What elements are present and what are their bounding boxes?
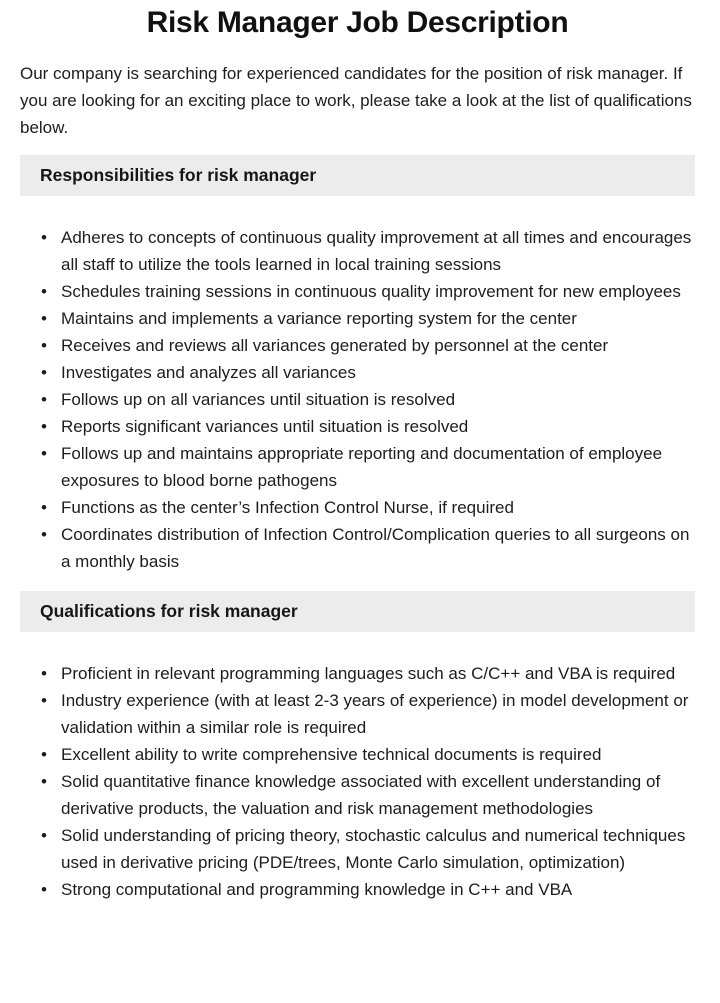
- bullet-icon: [41, 768, 47, 795]
- section-qualifications: [20, 591, 695, 919]
- section-heading-label: Responsibilities for risk manager: [40, 165, 317, 185]
- bullet-icon: [41, 876, 47, 903]
- responsibilities-list: [20, 196, 695, 591]
- list-item: [20, 822, 695, 876]
- list-item-text: Reports significant variances until situation is resolved: [61, 417, 469, 436]
- list-item: [20, 876, 695, 903]
- list-item: [20, 660, 695, 687]
- section-heading-qualifications: [20, 591, 695, 632]
- list-item-text: Solid quantitative finance knowledge associated with excellent understanding of derivative products, the valuation and risk management methodologies: [61, 772, 661, 818]
- list-item: [20, 359, 695, 386]
- list-item-text: Adheres to concepts of continuous quality improvement at all times and encourages all staff to utilize the tools learned in local training sessions: [61, 228, 692, 274]
- bullet-icon: [41, 278, 47, 305]
- list-item: [20, 494, 695, 521]
- section-heading-responsibilities: [20, 155, 695, 196]
- list-item-text: Functions as the center’s Infection Control Nurse, if required: [61, 498, 514, 517]
- bullet-icon: [41, 359, 47, 386]
- list-item: [20, 768, 695, 822]
- bullet-icon: [41, 413, 47, 440]
- list-item-text: Maintains and implements a variance reporting system for the center: [61, 309, 577, 328]
- list-item: [20, 278, 695, 305]
- bullet-icon: [41, 660, 47, 687]
- list-item-text: Follows up on all variances until situation is resolved: [61, 390, 456, 409]
- list-item-text: Strong computational and programming knowledge in C++ and VBA: [61, 880, 573, 899]
- bullet-icon: [41, 521, 47, 548]
- bullet-icon: [41, 440, 47, 467]
- intro-paragraph: Our company is searching for experienced candidates for the position of risk manager. If you are looking for an exciting place to work, please take a look at the list of qualifications below.: [20, 64, 692, 137]
- list-item-text: Solid understanding of pricing theory, stochastic calculus and numerical techniques used in derivative pricing (PDE/trees, Monte Carlo simulation, optimization): [61, 826, 686, 872]
- list-item: [20, 305, 695, 332]
- list-item-text: Receives and reviews all variances generated by personnel at the center: [61, 336, 609, 355]
- list-item: [20, 440, 695, 494]
- bullet-icon: [41, 687, 47, 714]
- bullet-icon: [41, 822, 47, 849]
- list-item-text: Coordinates distribution of Infection Control/Complication queries to all surgeons on a monthly basis: [61, 525, 690, 571]
- bullet-icon: [41, 386, 47, 413]
- section-responsibilities: [20, 155, 695, 591]
- list-item-text: Follows up and maintains appropriate reporting and documentation of employee exposures to blood borne pathogens: [61, 444, 663, 490]
- bullet-icon: [41, 332, 47, 359]
- bullet-icon: [41, 741, 47, 768]
- list-item: [20, 332, 695, 359]
- page-title: Risk Manager Job Description: [146, 6, 569, 39]
- qualifications-list: [20, 632, 695, 919]
- list-item-text: Schedules training sessions in continuous quality improvement for new employees: [61, 282, 681, 301]
- list-item: [20, 741, 695, 768]
- bullet-icon: [41, 494, 47, 521]
- list-item: [20, 521, 695, 575]
- list-item-text: Industry experience (with at least 2-3 years of experience) in model development or validation within a similar role is required: [61, 691, 689, 737]
- bullet-icon: [41, 305, 47, 332]
- list-item: [20, 386, 695, 413]
- list-item-text: Proficient in relevant programming languages such as C/C++ and VBA is required: [61, 664, 676, 683]
- section-heading-label: Qualifications for risk manager: [40, 601, 298, 621]
- list-item: [20, 413, 695, 440]
- list-item-text: Investigates and analyzes all variances: [61, 363, 356, 382]
- list-item-text: Excellent ability to write comprehensive technical documents is required: [61, 745, 602, 764]
- list-item: [20, 687, 695, 741]
- bullet-icon: [41, 224, 47, 251]
- list-item: [20, 224, 695, 278]
